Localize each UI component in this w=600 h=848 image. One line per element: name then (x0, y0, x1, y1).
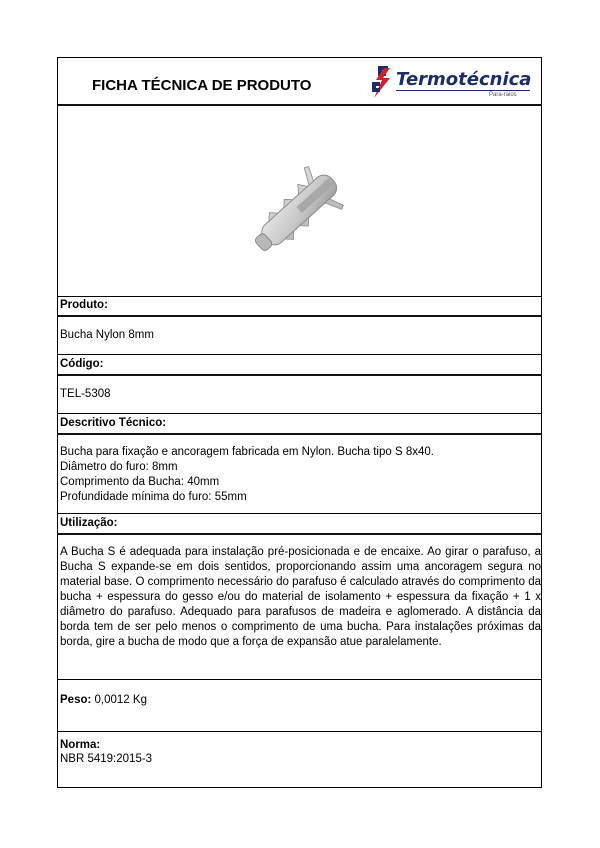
section-divider (57, 731, 542, 732)
wall-plug-anchor-image (240, 150, 355, 275)
descritivo-label: Descritivo Técnico: (60, 417, 167, 429)
section-divider (57, 354, 542, 355)
logo-subtext: Para-raios (489, 92, 517, 98)
descritivo-line: Comprimento da Bucha: 40mm (60, 476, 220, 488)
page-title: FICHA TÉCNICA DE PRODUTO (92, 77, 312, 94)
produto-value: Bucha Nylon 8mm (60, 329, 154, 341)
header-divider (57, 104, 542, 106)
descritivo-text (60, 445, 434, 505)
section-divider (57, 374, 542, 376)
descritivo-line: Bucha para fixação e ancoragem fabricada em Nylon. Bucha tipo S 8x40. (60, 446, 434, 458)
lightning-logo-icon (368, 64, 396, 100)
section-divider (57, 413, 542, 414)
codigo-label: Código: (60, 358, 104, 370)
codigo-value: TEL-5308 (60, 388, 111, 400)
logo-underline (396, 90, 530, 91)
peso-value: 0,0012 Kg (94, 694, 147, 706)
utilizacao-label: Utilização: (60, 517, 118, 529)
norma-value: NBR 5419:2015-3 (60, 753, 153, 765)
utilizacao-text: A Bucha S é adequada para instalação pré-posicionada e de encaixe. Ao girar o parafuso, a Bucha S expande-se em dois sentidos, proporcionando assim uma ancoragem segura no material base. O comprimento necessário do parafuso é calculado através do comprimento da bucha + espessura do gesso e/ou do material de isolamento + espessura da fixação + 1 x diâmetro do parafuso. Adequado para parafusos de madeira e aglomerado. A distância da borda tem de ser pelo menos o comprimento de uma bucha. Para instalações próximas da borda, gire a bucha de modo que a força de expansão atue paralelamente. (60, 546, 541, 648)
section-divider (57, 296, 542, 297)
section-divider (57, 513, 542, 514)
peso-row (60, 693, 147, 708)
section-divider (57, 533, 542, 535)
company-logo (368, 64, 534, 100)
descritivo-line: Profundidade mínima do furo: 55mm (60, 491, 247, 503)
section-divider (57, 315, 542, 317)
section-divider (57, 679, 542, 680)
logo-wordmark: Termotécnica (396, 69, 532, 90)
norma-label: Norma: (60, 739, 101, 751)
peso-label: Peso: (60, 694, 92, 706)
descritivo-line: Diâmetro do furo: 8mm (60, 461, 178, 473)
section-divider (57, 433, 542, 435)
produto-label: Produto: (60, 299, 108, 311)
